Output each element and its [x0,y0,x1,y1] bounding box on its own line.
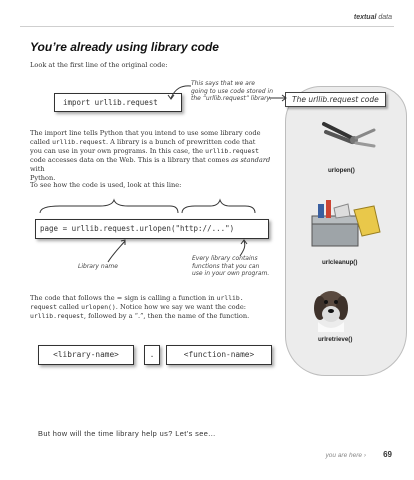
import-code-box: import urllib.request [54,93,182,112]
section-header [354,14,392,21]
para-text: called [56,303,82,311]
page-title: You’re already using library code [30,40,219,54]
section-suffix: data [376,14,392,21]
code-term: urllib. [216,294,244,302]
code-braces [30,198,280,216]
function-label-urlopen: urlopen() [328,167,355,174]
para-text: The code that follows the = sign is calling a function in [30,294,217,302]
para-text: . A library is a bunch of prewritten code that [105,138,256,146]
emphasis-text: as standard [231,156,271,164]
code-term: urllib.request [205,147,260,155]
cleaning-kit-icon [304,196,384,254]
paragraph-import [30,129,280,183]
import-note-line: the “urllib.request” library. [191,95,272,102]
code-term: urllib.request [30,312,84,320]
para-line [30,138,280,147]
function-arrow [232,238,272,258]
function-note-line: Every library contains [192,255,258,262]
page-number: 69 [383,450,392,459]
para-line [30,303,280,312]
header-divider [20,26,394,27]
para-text: Python. [30,174,56,182]
function-note [192,255,269,278]
code-term: urlopen() [81,303,116,311]
code-term: urllib.request [52,138,106,146]
library-name-arrow [105,238,135,264]
function-note-line: functions that you can [192,262,260,270]
pliers-icon [318,116,378,162]
para-line [30,129,280,138]
para-text: called [30,138,53,146]
para-text: The import line tells Python that you intend to use some library code [30,129,261,137]
library-name-box: <library-name> [38,345,134,365]
para-line [30,156,280,174]
intro-text: Look at the first line of the original code: [30,61,168,69]
paragraph-function [30,294,280,321]
function-label-urlretrieve: urlretrieve() [318,336,353,343]
paragraph-lookline: To see how the code is used, look at this line: [30,181,182,189]
para-text: code accesses data on the Web. This is a library that comes [30,156,232,164]
code-line-box: page = urllib.request.urlopen("http://...") [35,219,269,239]
para-text: you can use in your own programs. In this case, the [30,147,206,155]
dot-box: . [144,345,160,365]
library-arrow [268,93,288,103]
code-term: request [30,303,57,311]
import-note-line: This says that we are [191,80,255,87]
para-line [30,294,280,303]
para-text: with [30,165,45,173]
dog-icon [306,284,356,334]
section-name: textual [353,14,377,21]
para-text: , followed by a “.”, then the name of the function. [83,312,250,320]
footer-you-are-here: you are here › [325,452,366,459]
para-line [30,147,280,156]
library-name-label: Library name [78,263,118,270]
function-name-box: <function-name> [166,345,272,365]
library-title: The urllib.request code [285,92,386,107]
para-text: . Notice how we say we want the code: [115,303,246,311]
teaser-text: But how will the time library help us? Let’s see... [38,429,216,438]
para-line [30,312,280,321]
import-arrow [165,83,195,103]
function-note-line: use in your own program. [192,270,270,277]
import-note-line: going to use code stored in [191,87,273,95]
function-label-urlcleanup: urlcleanup() [322,259,358,266]
import-note [191,80,273,103]
